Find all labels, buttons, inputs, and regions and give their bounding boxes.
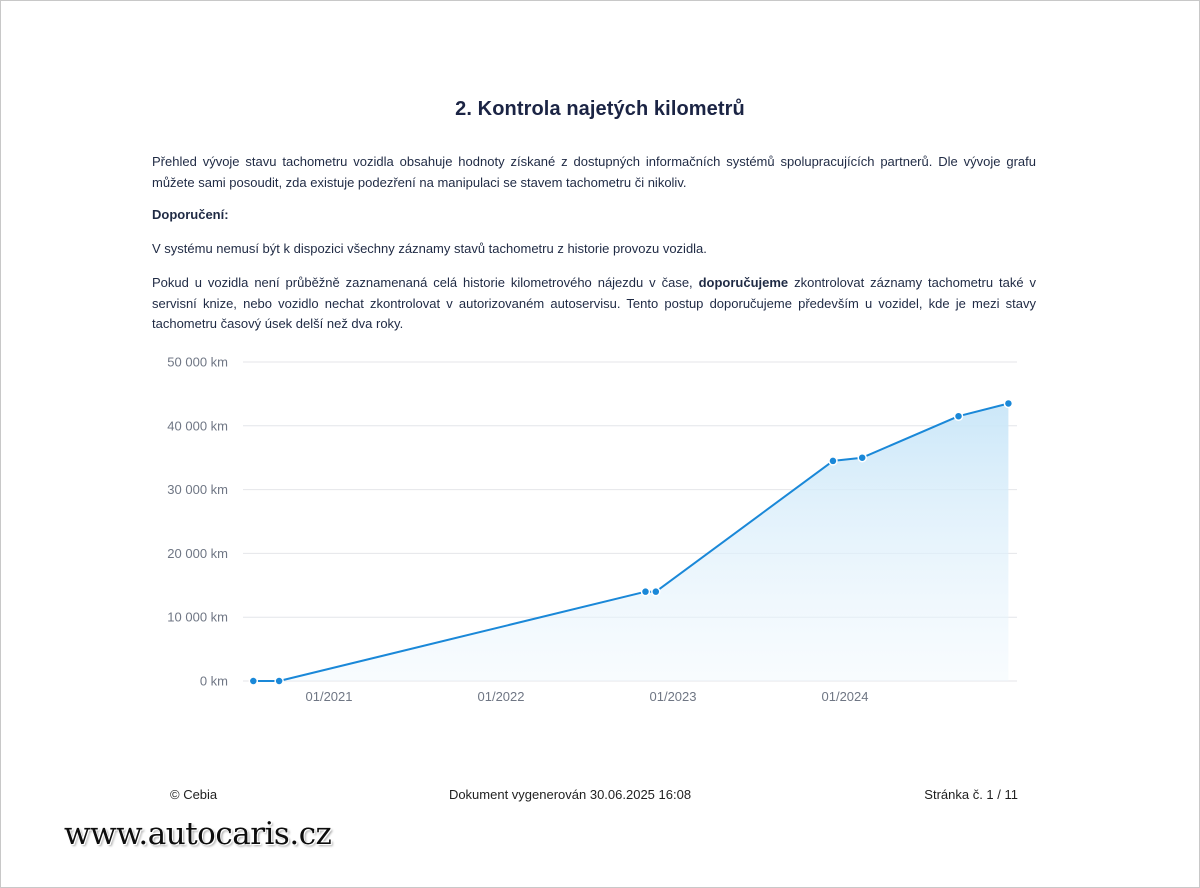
chart-y-axis (167, 355, 228, 689)
recommendation-label: Doporučení: (152, 207, 229, 222)
footer-generated-date: Dokument vygenerován 30.06.2025 16:08 (448, 787, 692, 802)
intro-paragraph: Přehled vývoje stavu tachometru vozidla obsahuje hodnoty získané z dostupných informačních systémů spolupracujících partnerů. Dle vývoje grafu můžete sami posoudit, zda existuje podezření na manipulaci se stavem tachometru či nikoliv. (152, 154, 1036, 190)
availability-note: V systému nemusí být k dispozici všechny záznamy stavů tachometru z historie provozu vozidla. (152, 241, 707, 256)
y-tick-label: 50 000 km (167, 354, 228, 370)
recommendation-emphasis: doporučujeme (698, 275, 789, 290)
y-tick-label: 10 000 km (167, 609, 228, 625)
footer-page-number: Stránka č. 1 / 11 (924, 787, 1018, 802)
y-tick-label: 30 000 km (167, 482, 228, 498)
x-tick-label: 01/2024 (821, 689, 869, 704)
watermark-logo: www.autocaris.cz (64, 816, 332, 852)
data-point[interactable] (249, 677, 257, 685)
y-tick-label: 40 000 km (167, 418, 228, 434)
section-heading: 2. Kontrola najetých kilometrů (455, 98, 745, 120)
y-tick-label: 0 km (199, 673, 228, 689)
data-point[interactable] (829, 457, 837, 465)
chart-area-layer (253, 404, 1008, 682)
recommendation-text-2: zkontrolovat záznamy tachometru také v servisní knize, nebo vozidlo nechat zkontrolovat v autorizovaném autoservisu. Tento postup doporučujeme především u vozidel, kde je mezi stavy tachometru časový úsek delší než dva roky. (152, 275, 1036, 331)
data-point[interactable] (955, 412, 963, 420)
footer-copyright: © Cebia (170, 787, 218, 802)
series-area (253, 404, 1008, 682)
chart-x-axis (306, 689, 869, 704)
data-point[interactable] (275, 677, 283, 685)
y-tick-label: 20 000 km (167, 545, 228, 561)
data-point[interactable] (652, 588, 660, 596)
data-point[interactable] (641, 588, 649, 596)
data-point[interactable] (1004, 399, 1012, 407)
x-tick-label: 01/2022 (477, 689, 525, 704)
data-point[interactable] (858, 454, 866, 462)
recommendation-text-1: Pokud u vozidla není průběžně zaznamenaná celá historie kilometrového nájezdu v čase, (152, 275, 699, 290)
x-tick-label: 01/2021 (305, 689, 353, 704)
x-tick-label: 01/2023 (649, 689, 697, 704)
